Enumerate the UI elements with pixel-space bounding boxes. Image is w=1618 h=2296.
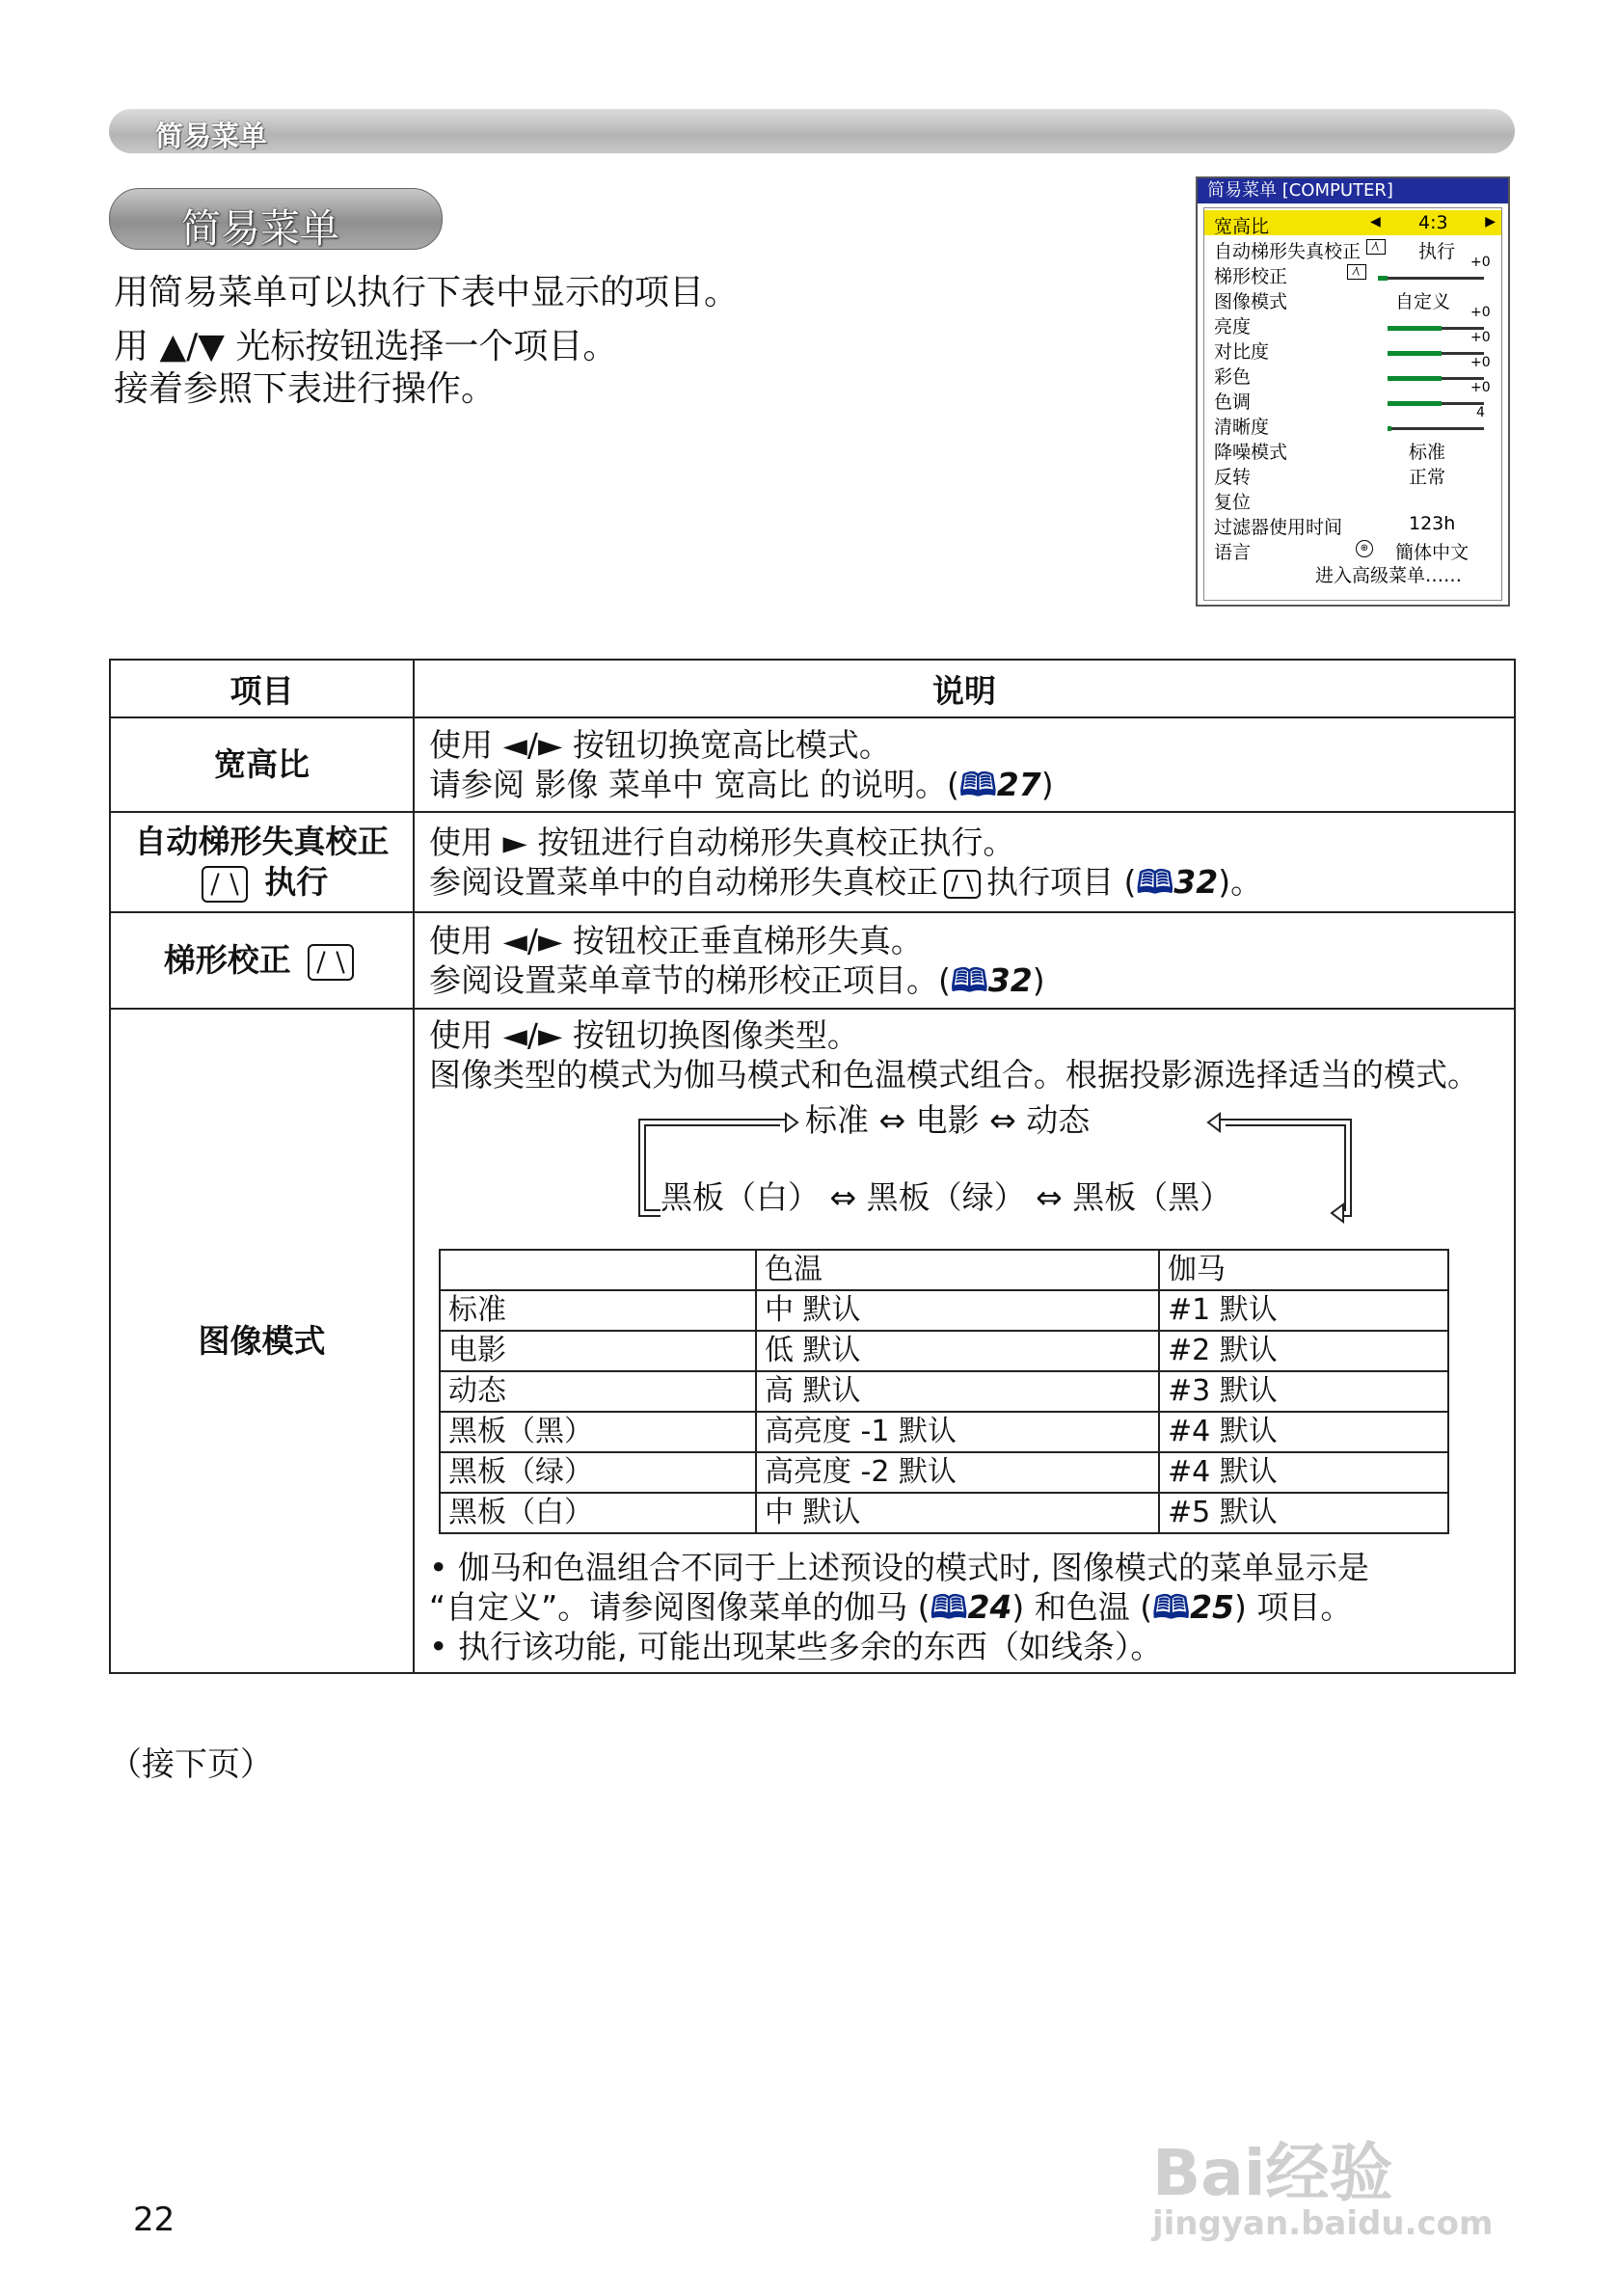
page-title: 简易菜单	[181, 205, 339, 252]
osd-row-label: 彩色	[1214, 366, 1252, 388]
column-header-item: 项目	[110, 660, 414, 717]
osd-row-label: 反转	[1214, 467, 1252, 488]
continued-label: （接下页）	[109, 1745, 273, 1784]
desc-text: 执行项目 (	[986, 863, 1137, 901]
note-line: • 执行该功能, 可能出现某些多余的东西（如线条）。	[429, 1628, 1163, 1665]
desc-line	[429, 960, 1500, 1000]
intro-line-2: 用 ▲/▼ 光标按钮选择一个项目。	[114, 327, 618, 366]
picture-mode-notes	[429, 1548, 1500, 1666]
osd-row-value: 执行	[1418, 241, 1456, 262]
osd-slider[interactable]	[1378, 277, 1484, 280]
intro-line-1: 用简易菜单可以执行下表中显示的项目。	[114, 273, 740, 312]
page-ref[interactable]: 25	[1190, 1588, 1235, 1626]
osd-row-value: +0	[1470, 330, 1491, 345]
section-header-label: 简易菜单	[155, 120, 268, 152]
mode-cycle-diagram	[429, 1098, 1500, 1243]
osd-row-value: +0	[1470, 380, 1491, 395]
osd-row-value: 4:3	[1418, 212, 1448, 233]
osd-row-label: 图像模式	[1214, 291, 1288, 312]
desc-picture-mode	[414, 1009, 1515, 1673]
cell: #2 默认	[1159, 1331, 1448, 1371]
osd-row-value: +0	[1470, 355, 1491, 370]
book-icon: 🕮	[1136, 863, 1174, 901]
book-icon: 🕮	[1152, 1588, 1191, 1626]
keystone-icon	[202, 866, 248, 903]
desc-text: )	[1032, 961, 1045, 999]
osd-advanced-label: 进入高级菜单……	[1315, 565, 1463, 586]
osd-row-value: 自定义	[1395, 291, 1451, 312]
note-line	[429, 1587, 1500, 1627]
table-header-row	[440, 1250, 1448, 1290]
book-icon: 🕮	[930, 1588, 968, 1626]
cell: 高亮度 -1 默认	[756, 1412, 1159, 1452]
page-title-pill	[109, 188, 443, 250]
osd-row-brightness[interactable]	[1204, 305, 1501, 338]
page-number: 22	[133, 2201, 175, 2239]
cell: 低 默认	[756, 1331, 1159, 1371]
cycle-top-row: 标准 ⇔ 电影 ⇔ 动态	[805, 1101, 1091, 1139]
book-icon: 🕮	[950, 961, 988, 999]
desc-line: 图像类型的模式为伽马模式和色温模式组合。根据投影源选择适当的模式。	[429, 1056, 1479, 1094]
cell: 动态	[440, 1371, 756, 1412]
osd-row-label: 过滤器使用时间	[1214, 517, 1343, 538]
table-header-row	[110, 660, 1515, 717]
osd-row-color[interactable]	[1204, 355, 1501, 388]
osd-row-value: 正常	[1409, 467, 1446, 488]
cycle-bottom-row: 黑板（白） ⇔ 黑板（绿） ⇔ 黑板（黑）	[661, 1178, 1232, 1216]
cell: #4 默认	[1159, 1412, 1448, 1452]
osd-row-reset[interactable]	[1204, 486, 1501, 511]
desc-text: 参阅设置菜单章节的梯形校正项目。(	[429, 961, 951, 999]
item-label-exec	[112, 862, 412, 903]
osd-menu-list	[1203, 207, 1502, 601]
desc-text: )。	[1218, 863, 1263, 901]
osd-easy-menu	[1196, 176, 1510, 607]
desc-text: 请参阅 影像 菜单中 宽高比 的说明。(	[429, 766, 959, 803]
cell: #4 默认	[1159, 1452, 1448, 1493]
osd-row-noise-reduction[interactable]	[1204, 436, 1501, 461]
keystone-icon: ⁄\	[1366, 239, 1386, 255]
osd-row-value: 标准	[1409, 442, 1446, 463]
cell: 黑板（黑）	[440, 1412, 756, 1452]
keystone-icon	[308, 944, 354, 981]
osd-row-contrast[interactable]	[1204, 330, 1501, 363]
cell: 中 默认	[756, 1290, 1159, 1331]
osd-row-label: 自动梯形失真校正	[1214, 241, 1362, 262]
note-line: • 伽马和色温组合不同于上述预设的模式时, 图像模式的菜单显示是	[429, 1549, 1369, 1586]
cell: #1 默认	[1159, 1290, 1448, 1331]
book-icon: 🕮	[958, 766, 997, 803]
osd-row-sharpness[interactable]	[1204, 405, 1501, 438]
desc-auto-keystone	[414, 812, 1515, 912]
osd-row-mirror[interactable]	[1204, 461, 1501, 486]
subtable-header: 伽马	[1159, 1250, 1448, 1290]
cell: 黑板（白）	[440, 1493, 756, 1533]
desc-line	[429, 862, 1500, 902]
desc-keystone	[414, 912, 1515, 1009]
item-exec-text: 执行	[264, 863, 329, 901]
osd-slider[interactable]	[1388, 327, 1484, 330]
cell: 黑板（绿）	[440, 1452, 756, 1493]
osd-row-value: 123h	[1409, 513, 1456, 534]
page-ref[interactable]: 24	[967, 1588, 1012, 1626]
arrow-left-icon: ◀	[1370, 214, 1381, 230]
osd-row-auto-keystone[interactable]	[1204, 235, 1501, 260]
osd-row-label: 清晰度	[1214, 417, 1270, 438]
item-label: 梯形校正	[163, 941, 291, 979]
cell: #5 默认	[1159, 1493, 1448, 1533]
subtable-header: 色温	[756, 1250, 1159, 1290]
item-aspect: 宽高比	[110, 717, 414, 812]
table-row-picture-mode	[110, 1009, 1515, 1673]
osd-row-language[interactable]	[1204, 536, 1501, 561]
osd-row-picture-mode[interactable]	[1204, 285, 1501, 311]
cell: 高亮度 -2 默认	[756, 1452, 1159, 1493]
osd-row-filter-time[interactable]	[1204, 511, 1501, 536]
osd-row-label: 对比度	[1214, 341, 1270, 363]
osd-row-label: 色调	[1214, 392, 1252, 413]
osd-row-label: 复位	[1214, 492, 1252, 513]
desc-text: 参阅设置菜单中的自动梯形失真校正	[429, 863, 938, 901]
desc-line: 使用 ◄/► 按钮切换图像类型。	[429, 1016, 859, 1054]
arrow-right-icon: ▶	[1485, 214, 1496, 230]
desc-line: 使用 ◄/► 按钮校正垂直梯形失真。	[429, 922, 923, 959]
osd-row-label: 降噪模式	[1214, 442, 1288, 463]
table-row-aspect	[110, 717, 1515, 812]
desc-line: 使用 ◄/► 按钮切换宽高比模式。	[429, 726, 891, 764]
osd-slider[interactable]	[1388, 402, 1484, 405]
osd-row-keystone[interactable]	[1204, 255, 1501, 287]
osd-row-label: 宽高比	[1214, 216, 1270, 237]
item-auto-keystone	[110, 812, 414, 912]
easy-menu-table	[109, 659, 1516, 1674]
osd-slider[interactable]	[1388, 352, 1484, 355]
osd-row-tint[interactable]	[1204, 380, 1501, 413]
page-ref[interactable]: 32	[987, 961, 1033, 999]
table-row-keystone	[110, 912, 1515, 1009]
osd-row-advanced-menu[interactable]	[1204, 559, 1501, 584]
table-row-auto-keystone	[110, 812, 1515, 912]
section-header-bar	[109, 109, 1515, 153]
osd-row-value: +0	[1470, 305, 1491, 320]
globe-icon: ⊕	[1356, 540, 1373, 557]
note-text: ) 和色温 (	[1011, 1588, 1153, 1626]
watermark-brand: Bai经验	[1152, 2136, 1393, 2210]
intro-line-3: 接着参照下表进行操作。	[114, 369, 497, 409]
table-row	[440, 1371, 1448, 1412]
table-row	[440, 1412, 1448, 1452]
osd-row-label: 语言	[1214, 542, 1252, 563]
osd-row-value: +0	[1470, 255, 1491, 270]
cell: #3 默认	[1159, 1371, 1448, 1412]
osd-row-aspect[interactable]	[1204, 210, 1501, 235]
table-row	[440, 1290, 1448, 1331]
column-header-desc: 说明	[414, 660, 1515, 717]
watermark-url: jingyan.baidu.com	[1152, 2204, 1494, 2243]
cell: 高 默认	[756, 1371, 1159, 1412]
osd-slider[interactable]	[1388, 427, 1484, 430]
picture-mode-table	[439, 1249, 1449, 1534]
table-row	[440, 1493, 1448, 1533]
table-row	[440, 1331, 1448, 1371]
osd-slider[interactable]	[1388, 377, 1484, 380]
item-keystone	[110, 912, 414, 1009]
desc-line	[429, 765, 1500, 804]
keystone-icon: ⁄\	[1347, 264, 1366, 280]
desc-line: 使用 ► 按钮进行自动梯形失真校正执行。	[429, 824, 1015, 861]
osd-title: 简易菜单 [COMPUTER]	[1198, 178, 1508, 203]
osd-row-label: 亮度	[1214, 316, 1252, 338]
page-ref[interactable]: 32	[1173, 863, 1219, 901]
cell: 标准	[440, 1290, 756, 1331]
desc-text: )	[1040, 766, 1054, 803]
osd-row-value: 4	[1476, 405, 1485, 420]
baidu-watermark	[1152, 2121, 1538, 2266]
osd-row-value: 簡体中文	[1395, 542, 1470, 563]
table-row	[440, 1452, 1448, 1493]
cell: 电影	[440, 1331, 756, 1371]
note-text: “自定义”。请参阅图像菜单的伽马 (	[429, 1588, 930, 1626]
desc-aspect	[414, 717, 1515, 812]
item-label: 自动梯形失真校正	[134, 823, 390, 860]
item-picture-mode: 图像模式	[110, 1009, 414, 1673]
cell: 中 默认	[756, 1493, 1159, 1533]
keystone-icon	[944, 870, 981, 899]
subtable-header	[440, 1250, 756, 1290]
note-text: ) 项目。	[1234, 1588, 1353, 1626]
osd-row-label: 梯形校正	[1214, 266, 1288, 287]
page-ref[interactable]: 27	[996, 766, 1041, 803]
